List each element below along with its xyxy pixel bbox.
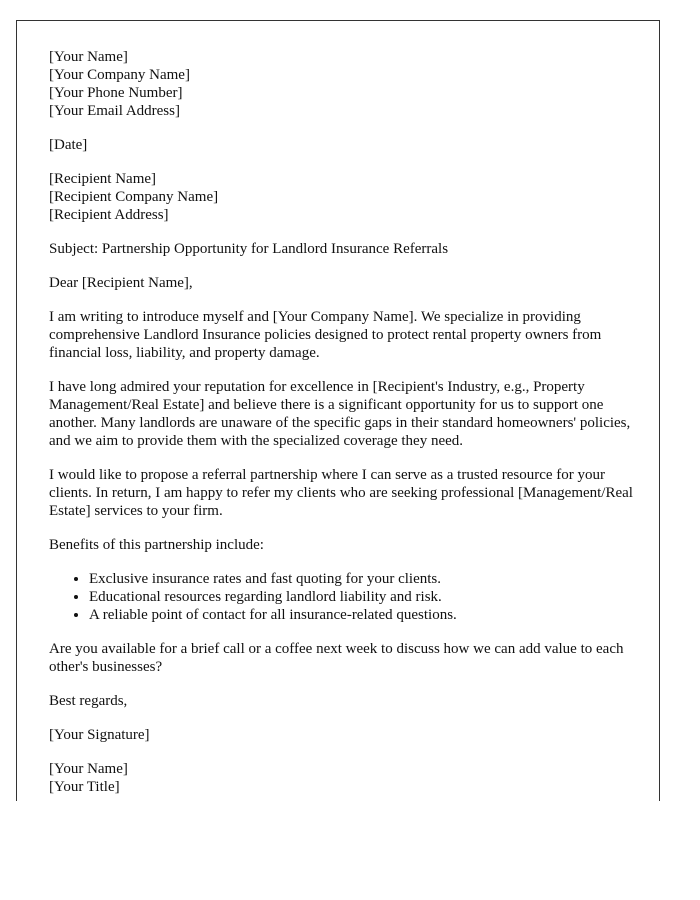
signature: [Your Signature] xyxy=(49,727,150,743)
signoff-name: [Your Name] xyxy=(49,761,128,777)
body-paragraph-intro: I am writing to introduce myself and [Your Company Name]. We specialize in providing comprehensive Landlord Insurance policies designed to protect rental property owners from financial loss, liability, and property damage. xyxy=(49,309,602,361)
sender-block xyxy=(49,48,639,120)
recipient-address: [Recipient Address] xyxy=(49,207,169,223)
sender-email: [Your Email Address] xyxy=(49,103,180,119)
sender-phone: [Your Phone Number] xyxy=(49,85,183,101)
sender-name: [Your Name] xyxy=(49,49,128,65)
letter-date: [Date] xyxy=(49,137,88,153)
body-paragraph-proposal: I would like to propose a referral partnership where I can serve as a trusted resource for your clients. In return, I am happy to refer my clients who are seeking professional [Management/Real Estate] services to your firm. xyxy=(49,467,633,519)
recipient-name: [Recipient Name] xyxy=(49,171,157,187)
closing: Best regards, xyxy=(49,693,128,709)
salutation: Dear [Recipient Name], xyxy=(49,275,193,291)
benefit-item: • Exclusive insurance rates and fast quoting for your clients. xyxy=(89,570,639,588)
signoff-block xyxy=(49,760,639,796)
benefit-item: • A reliable point of contact for all insurance-related questions. xyxy=(89,606,639,624)
signoff-title: [Your Title] xyxy=(49,779,120,795)
letter-content xyxy=(49,48,639,801)
benefits-list xyxy=(49,570,639,624)
body-paragraph-opportunity: I have long admired your reputation for excellence in [Recipient's Industry, e.g., Property Management/Real Estate] and believe there is a significant opportunity for us to support one another. Many landlords are unaware of the specific gaps in their standard homeowners' policies, and we aim to provide them with the specialized coverage they need. xyxy=(49,379,631,449)
recipient-company: [Recipient Company Name] xyxy=(49,189,219,205)
body-paragraph-call-to-action: Are you available for a brief call or a coffee next week to discuss how we can add value to each other's businesses? xyxy=(49,641,624,675)
letter-page xyxy=(16,20,660,801)
sender-company: [Your Company Name] xyxy=(49,67,190,83)
benefits-intro: Benefits of this partnership include: xyxy=(49,537,264,553)
subject-line: Subject: Partnership Opportunity for Landlord Insurance Referrals xyxy=(49,241,449,257)
benefit-item: • Educational resources regarding landlord liability and risk. xyxy=(89,588,639,606)
recipient-block xyxy=(49,170,639,224)
